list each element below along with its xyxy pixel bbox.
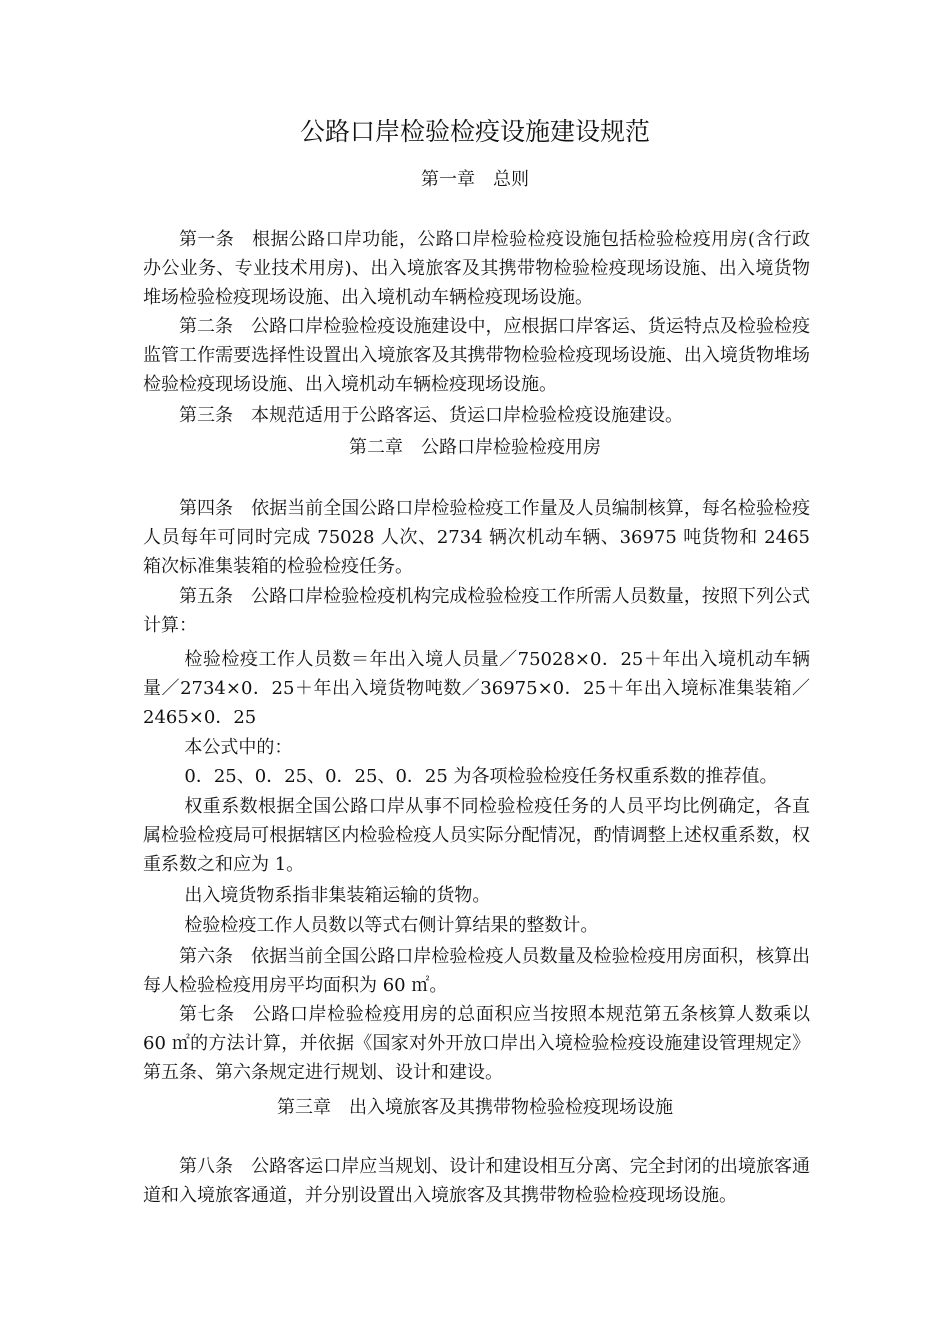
chapter-1-heading: 第一章 总则: [421, 169, 529, 190]
article-6-label: 第六条: [179, 946, 234, 967]
formula-note-cargo: 出入境货物系指非集装箱运输的货物。: [184, 885, 491, 906]
formula-note-integer: 检验检疫工作人员数以等式右侧计算结果的整数计。: [184, 915, 599, 936]
article-5: [143, 582, 810, 640]
article-5-label: 第五条: [179, 586, 234, 607]
article-2-text: 公路口岸检验检疫设施建设中，应根据口岸客运、货运特点及检验检疫监管工作需要选择性设置出入境旅客及其携带物检验检疫现场设施、出入境货物堆场检验检疫现场设施、出入境机动车辆检疫现场设施。: [143, 316, 810, 395]
article-3-text: 本规范适用于公路客运、货运口岸检验检疫设施建设。: [251, 405, 683, 426]
article-4: [143, 494, 810, 581]
article-8: [143, 1152, 810, 1210]
article-1: [143, 225, 810, 312]
article-6: [143, 942, 810, 1000]
formula-line: 检验检疫工作人员数＝年出入境人员量／75028×0．25＋年出入境机动车辆量／2734×0．25＋年出入境货物吨数／36975×0．25＋年出入境标准集装箱／2465×0．25: [143, 649, 810, 728]
article-7-text: 公路口岸检验检疫用房的总面积应当按照本规范第五条核算人数乘以 60 ㎡的方法计算，并依据《国家对外开放口岸出入境检验检疫设施建设管理规定》第五条、第六条规定进行规划、设计和建设。: [143, 1004, 810, 1083]
article-3-label: 第三条: [179, 405, 233, 426]
article-4-label: 第四条: [179, 498, 234, 519]
article-2-label: 第二条: [179, 316, 234, 337]
article-1-text: 根据公路口岸功能，公路口岸检验检疫设施包括检验检疫用房(含行政办公业务、专业技术用房)、出入境旅客及其携带物检验检疫现场设施、出入境货物堆场检验检疫现场设施、出入境机动车辆检疫现场设施。: [143, 229, 810, 308]
article-8-label: 第八条: [179, 1156, 234, 1177]
article-5-text: 公路口岸检验检疫机构完成检验检疫工作所需人员数量，按照下列公式计算：: [143, 586, 810, 636]
article-3: [143, 401, 810, 430]
article-6-text: 依据当前全国公路口岸检验检疫人员数量及检验检疫用房面积，核算出每人检验检疫用房平均面积为 60 ㎡。: [143, 946, 810, 996]
formula-note-weights: 0．25、0．25、0．25、0．25 为各项检验检疫任务权重系数的推荐值。: [184, 766, 778, 787]
chapter-2-heading: 第二章 公路口岸检验检疫用房: [349, 437, 601, 458]
formula-note-weight-adjust: 权重系数根据全国公路口岸从事不同检验检疫任务的人员平均比例确定，各直属检验检疫局可根据辖区内检验检疫人员实际分配情况，酌情调整上述权重系数，权重系数之和应为 1。: [143, 796, 810, 875]
article-4-text: 依据当前全国公路口岸检验检疫工作量及人员编制核算，每名检验检疫人员每年可同时完成 75028 人次、2734 辆次机动车辆、36975 吨货物和 2465 箱次标准集装箱的检验检疫任务。: [143, 498, 810, 577]
article-7-label: 第七条: [179, 1004, 235, 1025]
article-8-text: 公路客运口岸应当规划、设计和建设相互分离、完全封闭的出境旅客通道和入境旅客通道，并分别设置出入境旅客及其携带物检验检疫现场设施。: [143, 1156, 810, 1206]
article-1-label: 第一条: [179, 229, 235, 250]
document-title: 公路口岸检验检疫设施建设规范: [299, 117, 650, 146]
chapter-3-heading: 第三章 出入境旅客及其携带物检验检疫现场设施: [277, 1097, 673, 1118]
article-7: [143, 1000, 810, 1087]
article-2: [143, 312, 810, 399]
formula-note-intro: 本公式中的：: [184, 737, 293, 758]
